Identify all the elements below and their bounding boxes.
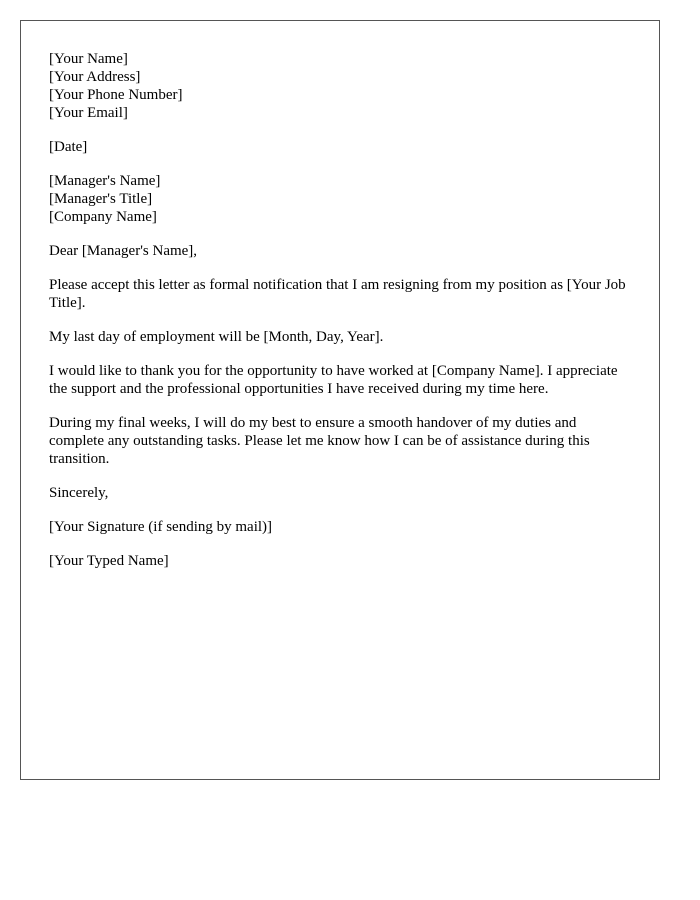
body-paragraph-3: I would like to thank you for the opportunity to have worked at [Company Name]. I appreciate the support and the professional opportunities I have received during my time here. — [49, 363, 618, 397]
letter-page — [20, 20, 660, 780]
sender-block — [49, 50, 634, 122]
letter-date: [Date] — [49, 139, 88, 155]
closing: Sincerely, — [49, 485, 109, 501]
body-paragraph-4: During my final weeks, I will do my best to ensure a smooth handover of my duties and complete any outstanding tasks. Please let me know how I can be of assistance during this transition. — [49, 415, 590, 467]
sender-email: [Your Email] — [49, 105, 128, 121]
salutation: Dear [Manager's Name], — [49, 243, 198, 259]
recipient-block — [49, 172, 634, 226]
date-block — [49, 138, 634, 156]
body-paragraph-1: Please accept this letter as formal notification that I am resigning from my position as [Your Job Title]. — [49, 277, 626, 311]
sender-address: [Your Address] — [49, 69, 141, 85]
typed-name: [Your Typed Name] — [49, 553, 169, 569]
sender-name: [Your Name] — [49, 51, 128, 67]
recipient-title: [Manager's Title] — [49, 191, 153, 207]
signature-placeholder: [Your Signature (if sending by mail)] — [49, 519, 273, 535]
recipient-name: [Manager's Name] — [49, 173, 161, 189]
recipient-company: [Company Name] — [49, 209, 157, 225]
body-paragraph-2: My last day of employment will be [Month, Day, Year]. — [49, 329, 384, 345]
letter-content — [49, 50, 634, 586]
sender-phone: [Your Phone Number] — [49, 87, 183, 103]
